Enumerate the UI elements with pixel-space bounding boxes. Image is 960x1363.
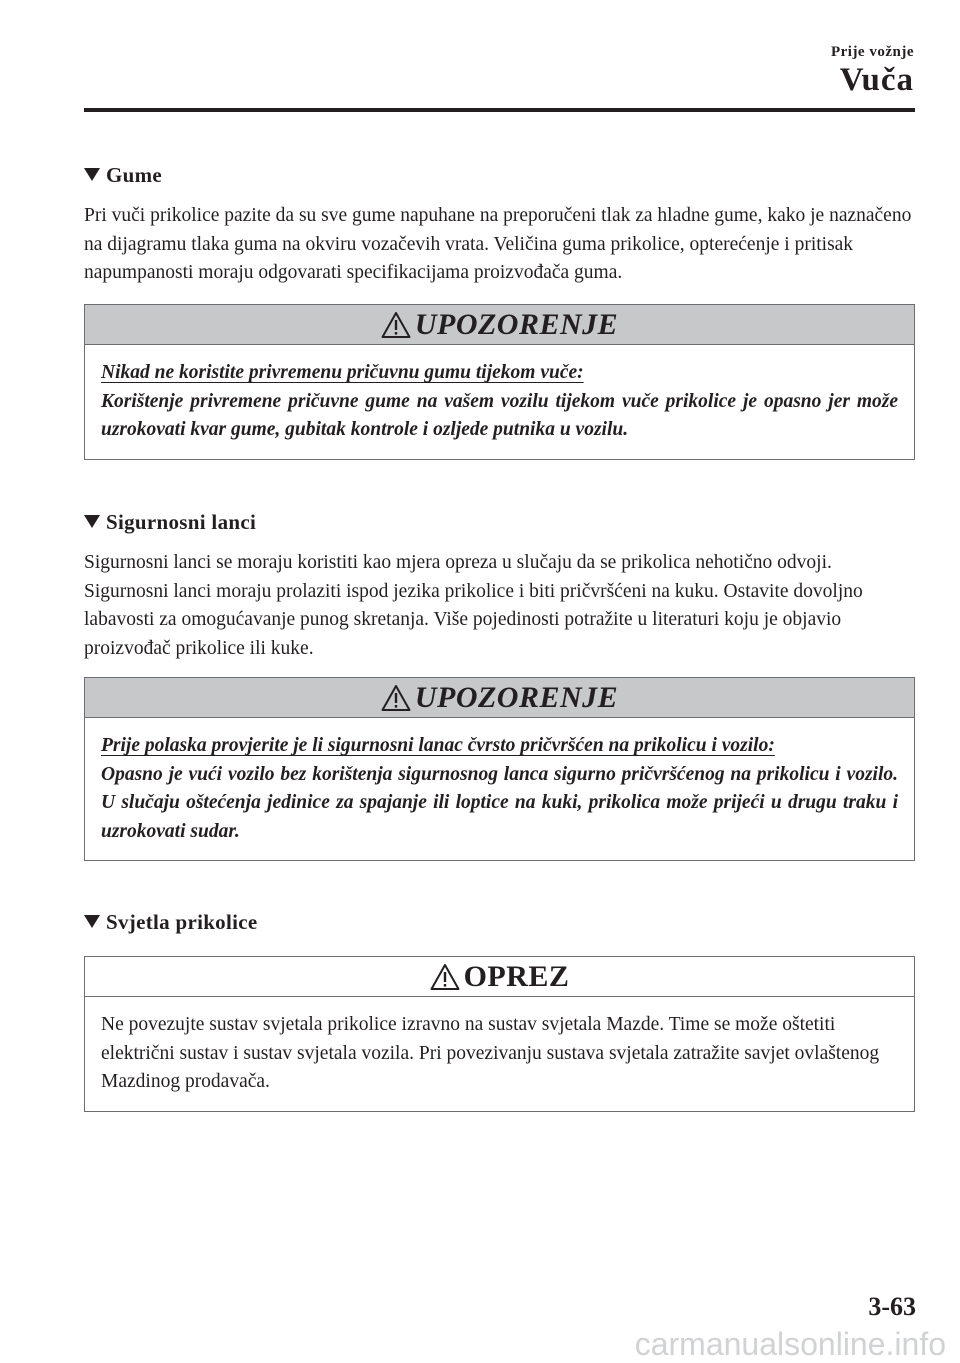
paragraph-gume: Pri vuči prikolice pazite da su sve gume napuhane na preporučeni tlak za hladne gume, kako je naznačeno na dijagramu tlaka guma na okviru vozačevih vrata. Veličina guma prikolice, opterećenje i pritisak napumpanosti moraju odgovarati specifikacijama proizvođača guma.: [84, 205, 912, 283]
warning-box-2-text: Opasno je vući vozilo bez korištenja sigurnosnog lanca sigurno pričvršćenog na prikolicu i vozilo. U slučaju oštećenja jedinice za spajanje ili loptice na kuki, prikolica može prijeći u drugu traku i uzrokovati sudar.: [101, 763, 898, 842]
section-heading-svjetla-text: Svjetla prikolice: [106, 910, 258, 934]
warning-triangle-icon: [430, 963, 460, 991]
paragraph-lanci: Sigurnosni lanci se moraju koristiti kao mjera opreza u slučaju da se prikolica nehotično odvoji. Sigurnosni lanci moraju prolaziti ispod jezika prikolice i biti pričvršćeni na kuku. Ostavite dovoljno labavosti za omogućavanje punog skretanja. Više pojedinosti potražite u literaturi koju je objavio proizvođač prikolice ili kuke.: [84, 552, 863, 659]
triangle-down-icon: [84, 915, 100, 928]
warning-box-2: [84, 677, 915, 861]
section-heading-svjetla: [84, 910, 258, 935]
triangle-down-icon: [84, 168, 100, 181]
warning-box-1-text: Korištenje privremene pričuvne gume na vašem vozilu tijekom vuče prikolice je opasno jer može uzrokovati kvar gume, gubitak kontrole i ozljede putnika u vozilu.: [101, 390, 898, 440]
section-heading-gume-text: Gume: [106, 163, 163, 187]
header-rule: [84, 108, 915, 112]
warning-box-2-body: [85, 718, 914, 860]
warning-triangle-icon: [381, 684, 411, 712]
caution-box-body: [85, 997, 914, 1111]
caution-box-text: Ne povezujte sustav svjetala prikolice izravno na sustav svjetala Mazde. Time se može oštetiti električni sustav i sustav svjetala vozila. Pri povezivanju sustava svjetala zatražite savjet ovlaštenog Mazdinog prodavača.: [101, 1014, 880, 1092]
running-header-section: Prije vožnje: [830, 44, 914, 60]
warning-box-1-body: [85, 345, 914, 459]
section-heading-lanci-text: Sigurnosni lanci: [106, 510, 257, 534]
warning-box-1-title: Nikad ne koristite privremenu pričuvnu gumu tijekom vuče:: [101, 362, 584, 383]
warning-box-1-label: UPOZORENJE: [414, 307, 619, 341]
warning-triangle-icon: [381, 311, 411, 339]
warning-box-1: [84, 304, 915, 460]
warning-box-2-label: UPOZORENJE: [414, 680, 619, 714]
page-number: 3-63: [868, 1292, 916, 1321]
caution-box-label: OPREZ: [463, 959, 570, 993]
triangle-down-icon: [84, 515, 100, 528]
warning-box-2-header: [85, 678, 914, 718]
caution-box-header: [85, 957, 914, 997]
warning-box-2-title: Prije polaska provjerite je li sigurnosni lanac čvrsto pričvršćen na prikolicu i vozilo:: [101, 735, 775, 756]
running-header-title: Vuča: [839, 62, 914, 98]
warning-box-1-header: [85, 305, 914, 345]
watermark: carmanualsonline.info: [634, 1326, 946, 1362]
caution-box: [84, 956, 915, 1112]
section-heading-gume: [84, 163, 162, 188]
section-heading-lanci: [84, 510, 256, 535]
